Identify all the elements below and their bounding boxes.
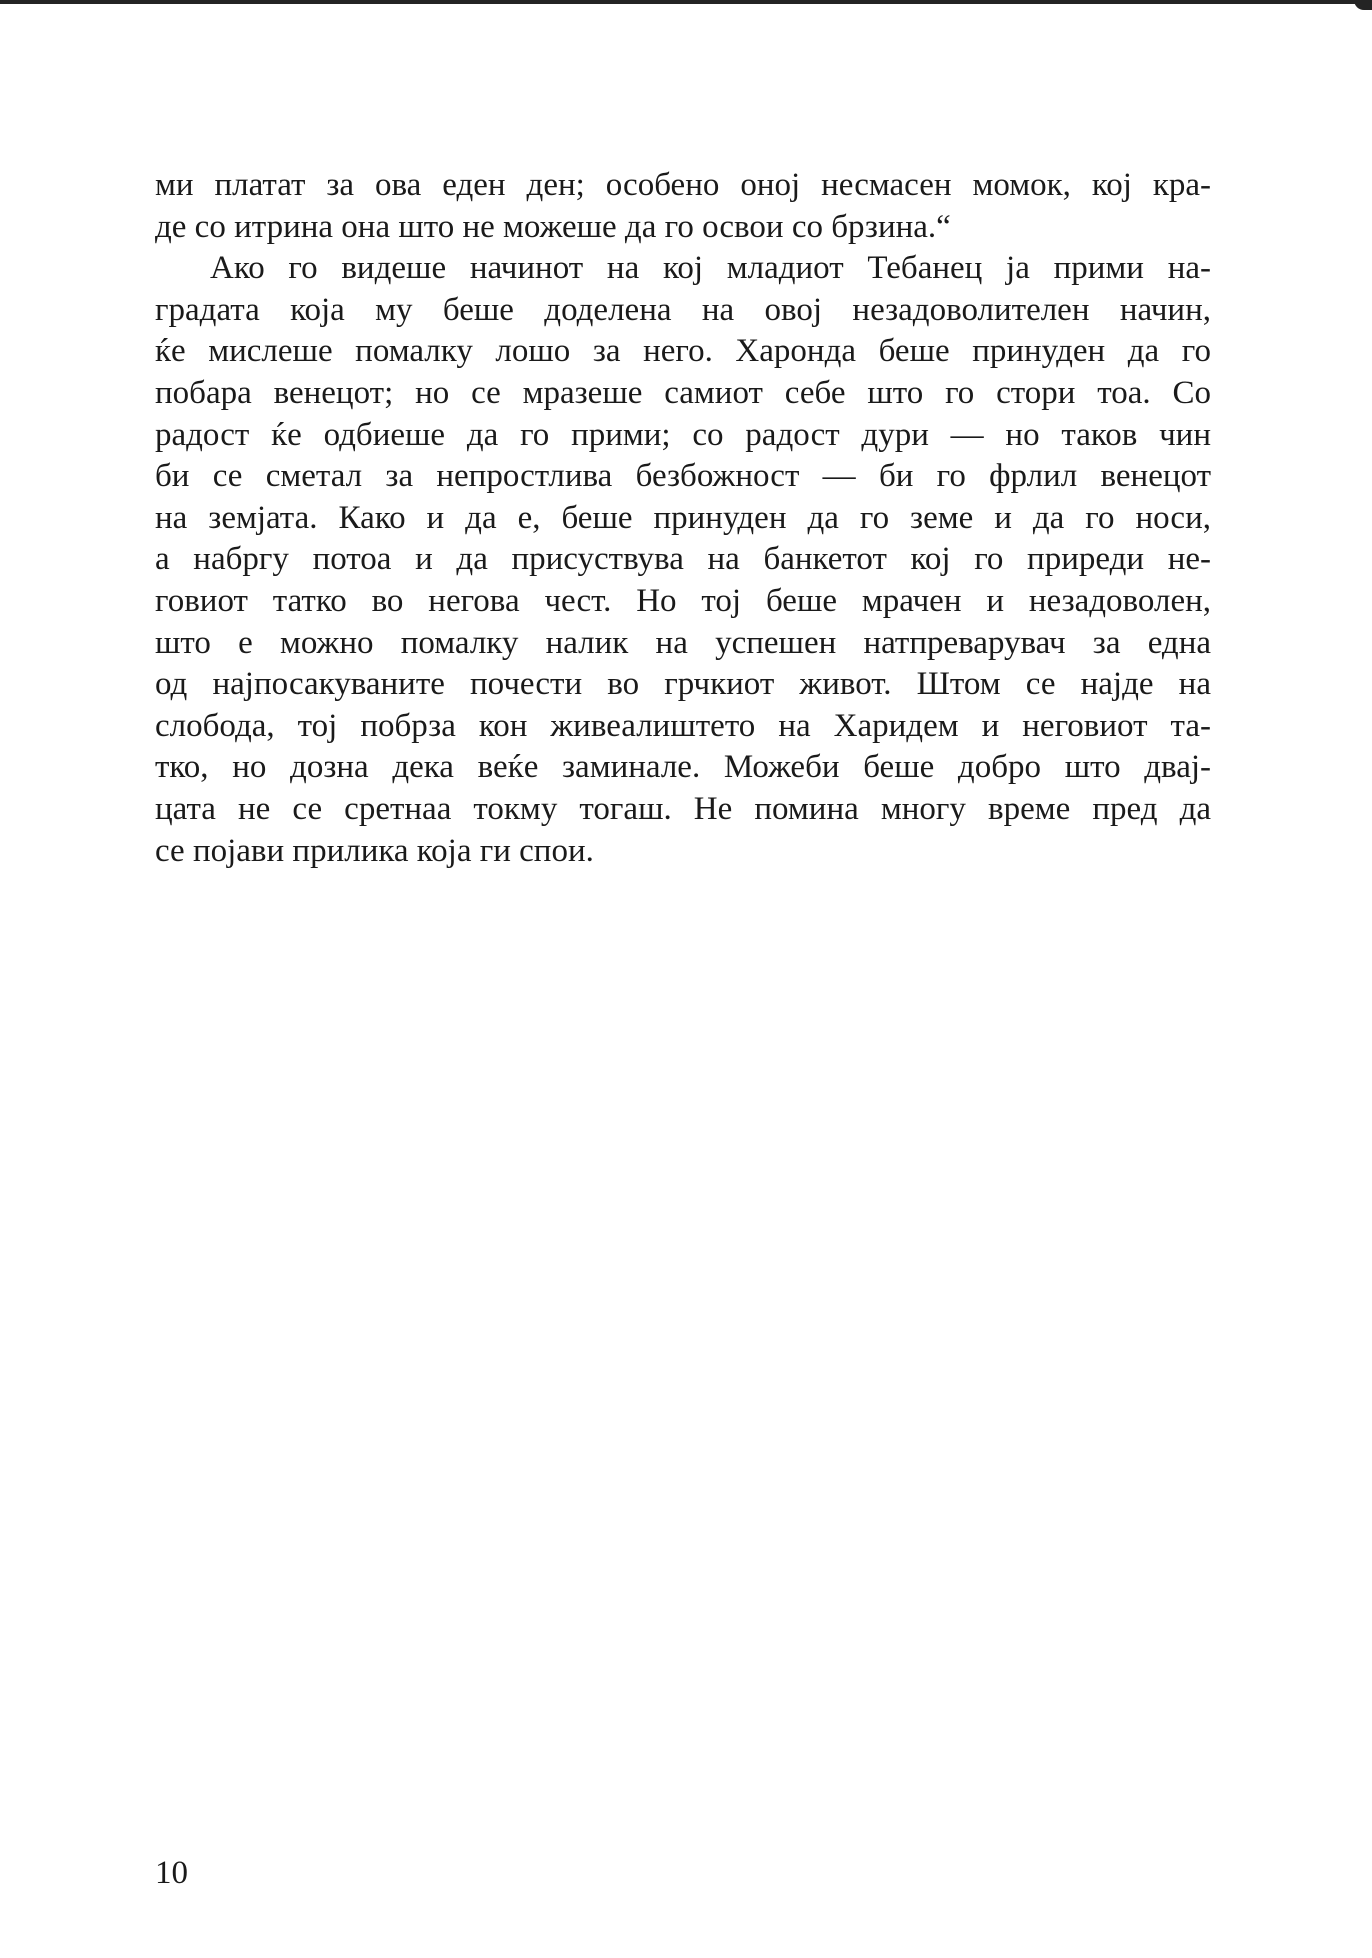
scan-edge-top — [0, 0, 1372, 4]
text-line: слобода, тој побрза кон живеалиштето на Харидем и неговиот та- — [155, 707, 1211, 744]
text-line: се појави прилика која ги спои. — [155, 832, 594, 869]
scan-edge-corner — [1354, 0, 1372, 10]
text-line: што е можно помалку налик на успешен натпреварувач за една — [155, 624, 1211, 661]
text-line: градата која му беше доделена на овој незадоволителен начин, — [155, 291, 1211, 328]
text-line: радост ќе одбиеше да го прими; со радост дури — но таков чин — [155, 416, 1211, 453]
page-number: 10 — [155, 1855, 188, 1891]
text-line: тко, но дозна дека веќе заминале. Можеби беше добро што двај- — [155, 749, 1211, 786]
text-line: би се сметал за непростлива безбожност — би го фрлил венецот — [155, 458, 1211, 495]
text-line: а набргу потоа и да присуствува на банкетот кој го приреди не- — [155, 541, 1211, 578]
text-line: на земјата. Како и да е, беше принуден да го земе и да го носи, — [155, 499, 1211, 536]
text-line: говиот татко во негова чест. Но тој беше мрачен и незадоволен, — [155, 582, 1211, 619]
text-line: побара венецот; но се мразеше самиот себе што го стори тоа. Со — [155, 374, 1211, 411]
text-line: Ако го видеше начинот на кој младиот Тебанец ја прими на- — [210, 250, 1211, 287]
text-line: де со итрина она што не можеше да го освои со брзина.“ — [155, 208, 951, 245]
text-line: ќе мислеше помалку лошо за него. Харонда беше принуден да го — [155, 333, 1211, 370]
text-block — [155, 165, 1211, 872]
text-line: од најпосакуваните почести во грчкиот живот. Штом се најде на — [155, 666, 1211, 703]
text-line: ми платат за ова еден ден; особено оној несмасен момок, кој кра- — [155, 167, 1211, 203]
text-line: цата не се сретнаа токму тогаш. Не помина многу време пред да — [155, 790, 1211, 827]
